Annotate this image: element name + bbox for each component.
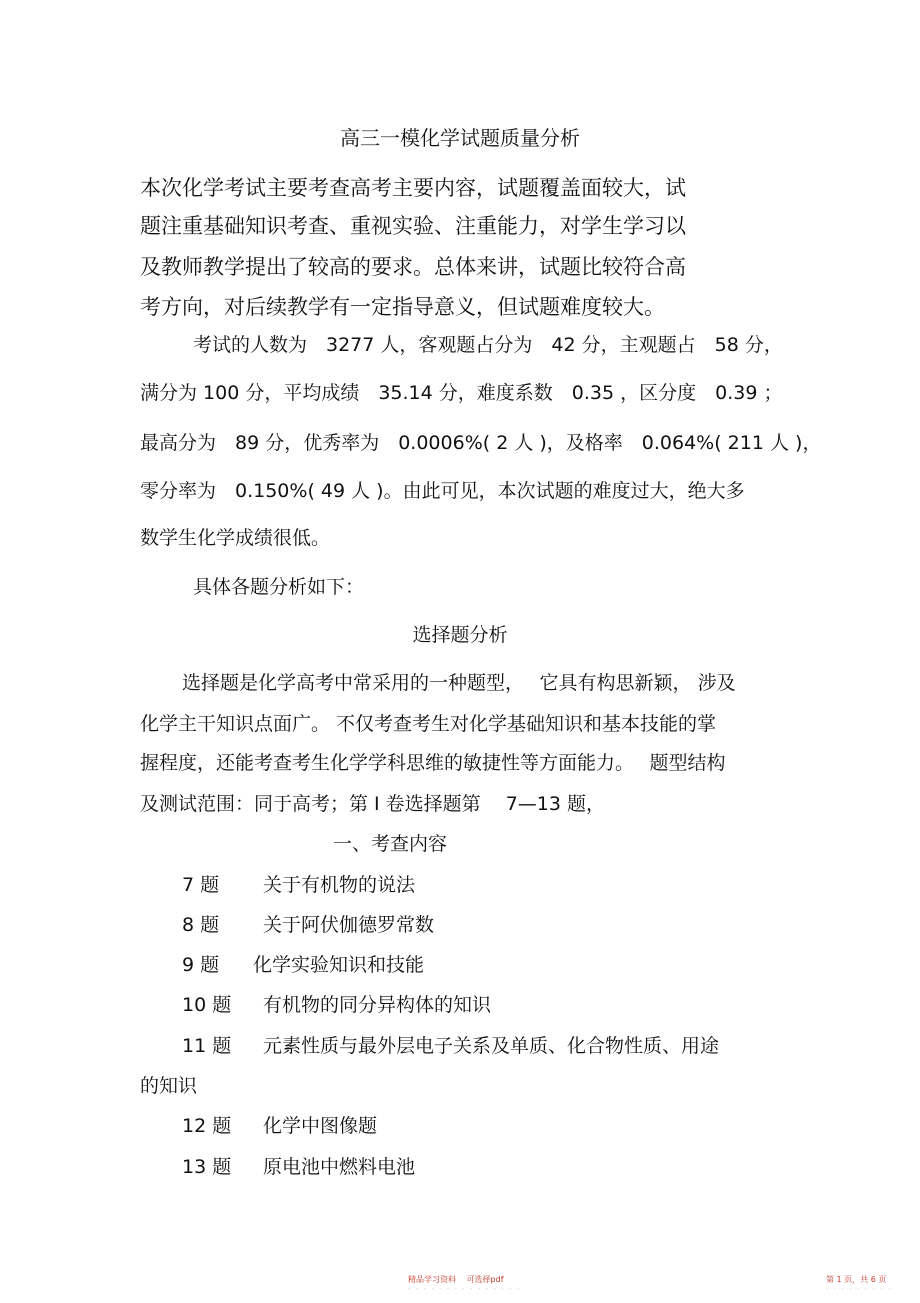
stats-line-4: 零分率为 0.150%( 49 人 )。由此可见，本次试题的难度过大，绝大多 bbox=[140, 480, 745, 502]
item-text: 关于阿伏伽德罗常数 bbox=[263, 914, 435, 936]
item-text: 化学中图像题 bbox=[263, 1115, 378, 1137]
stats-line-3: 最高分为 89 分，优秀率为 0.0006%( 2 人 )，及格率 0.064%( 211 人 )， bbox=[140, 432, 822, 454]
section-title: 选择题分析 bbox=[412, 624, 508, 646]
section-para-line-4: 及测试范围：同于高考；第 Ⅰ 卷选择题第 7—13 题， bbox=[140, 793, 606, 815]
item-number: 12 题 bbox=[182, 1115, 232, 1137]
footer-dots-left: · · · · · · · · · · · · · · · bbox=[408, 1286, 522, 1293]
item-number: 13 题 bbox=[182, 1156, 232, 1178]
intro-line-2: 题注重基础知识考查、重视实验、注重能力，对学生学习以 bbox=[140, 214, 686, 238]
page-title: 高三一模化学试题质量分析 bbox=[340, 126, 580, 150]
section-para-line-1: 选择题是化学高考中常采用的一种题型， 它具有构思新颖， 涉及 bbox=[182, 672, 736, 694]
analysis-intro: 具体各题分析如下： bbox=[193, 576, 365, 598]
intro-line-1: 本次化学考试主要考查高考主要内容，试题覆盖面较大，试 bbox=[140, 176, 686, 200]
item-text: 化学实验知识和技能 bbox=[253, 954, 425, 976]
content-title: 一、考查内容 bbox=[333, 833, 448, 855]
item-number: 10 题 bbox=[182, 994, 232, 1016]
stats-line-5: 数学生化学成绩很低。 bbox=[140, 527, 331, 549]
stats-line-2: 满分为 100 分，平均成绩 35.14 分，难度系数 0.35 ，区分度 0.39 ； bbox=[140, 382, 783, 404]
item-number: 8 题 bbox=[182, 914, 220, 936]
item-text: 关于有机物的说法 bbox=[263, 874, 416, 896]
page-number: 第 1 页，共 6 页 bbox=[826, 1275, 887, 1284]
item-number: 9 题 bbox=[182, 954, 220, 976]
footer-watermark: 精品学习资料 可选择pdf bbox=[408, 1275, 504, 1284]
item-text: 原电池中燃料电池 bbox=[263, 1156, 416, 1178]
item-text: 有机物的同分异构体的知识 bbox=[263, 994, 492, 1016]
item-number: 11 题 bbox=[182, 1035, 232, 1057]
item-number: 7 题 bbox=[182, 874, 220, 896]
item-text: 元素性质与最外层电子关系及单质、化合物性质、用途 bbox=[263, 1035, 720, 1057]
stats-line-1: 考试的人数为 3277 人，客观题占分为 42 分，主观题占 58 分， bbox=[193, 334, 783, 356]
intro-line-3: 及教师教学提出了较高的要求。总体来讲，试题比较符合高 bbox=[140, 255, 686, 279]
footer-dots-right: · · · · · · · · · bbox=[826, 1286, 893, 1293]
intro-line-4: 考方向，对后续教学有一定指导意义，但试题难度较大。 bbox=[140, 295, 665, 319]
item-text-continuation: 的知识 bbox=[140, 1075, 198, 1097]
section-para-line-2: 化学主干知识点面广。 不仅考查考生对化学基础知识和基本技能的掌 bbox=[140, 713, 717, 735]
section-para-line-3: 握程度，还能考查考生化学学科思维的敏捷性等方面能力。 题型结构 bbox=[140, 752, 726, 774]
